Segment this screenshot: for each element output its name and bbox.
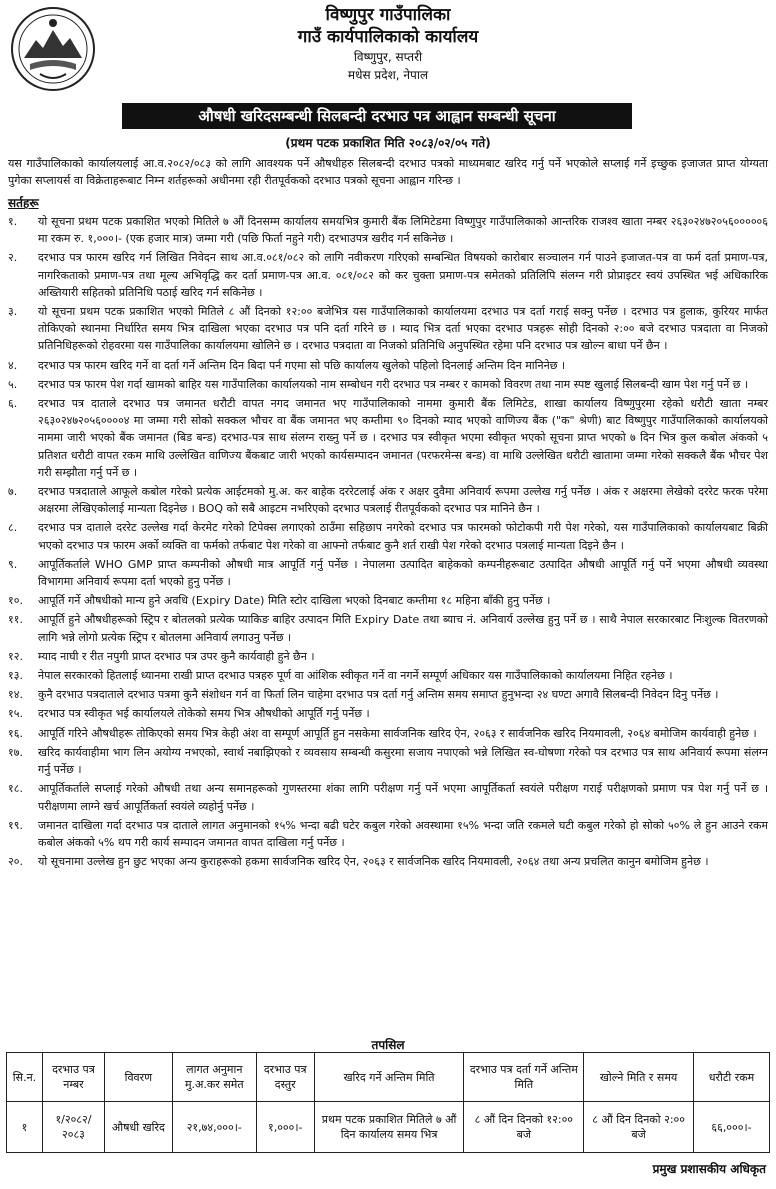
condition-text: दरभाउ पत्र दाताले दररेट उल्लेख गर्दा केरमेट गरेको टिपेक्स लगाएको ठाउँमा सहिछाप नगरेको दरभाउ पत्र फारमको फोटोकपी गरी पेश गरेको, यस गाउँपालिकाको कार्यालयबाट बिक्री भएको दरभाउ पत्र फारम अर्को व्यक्ति वा फर्मको तर्फबाट पेश गरेको वा आफ्नो तर्फबाट कुनै शर्त राखी पेश गरेको दरभाउ पत्रलाई मान्यता दिइने छैन । <box>38 521 768 552</box>
condition-item <box>8 667 768 684</box>
condition-text: म्याद नाघी र रीत नपुगी प्राप्त दरभाउ पत्र उपर कुनै कार्यवाही हुने छैन । <box>38 649 315 663</box>
condition-text: दरभाउ पत्रदाताले आफूले कबोल गरेको प्रत्येक आईटमको मु.अ. कर बाहेक दररेटलाई अंक र अक्षर दुवैमा अनिवार्य रूपमा उल्लेख गर्नु पर्नेछ । अंक र अक्षरमा लेखेको दररेट फरक परेमा अक्षरमा लेखिएकोलाई मान्यता दिइनेछ । BOQ को सबै आइटम नभरिएको दरभाउ पत्रलाई रीतपूर्वकको दरभाउ पत्र मानिने छैन । <box>38 485 768 516</box>
condition-text: दरभाउ पत्र फारम खरिद गर्न लिखित निवेदन साथ आ.व.०८१/०८२ को लागि नवीकरण गरिएको सम्बन्धित विषयको कारोबार सञ्चालन गर्न पाउने इजाजत-पत्र वा फर्म दर्ता प्रमाण-पत्र, नागरिकताको प्रमाण-पत्र तथा मूल्य अभिवृद्धि कर दर्ता प्रमाण-पत्र आ.व. ०८१/०८२ को कर चुक्ता प्रमाण-पत्र समेतको प्रतिलिपि संलग्न गरी प्रोप्राइटर स्वयं उपस्थित भई अधिकारिक अख्तियारी सहितको प्रतिनिधि पठाई खरिद गर्न सकिनेछ । <box>38 251 768 299</box>
condition-item <box>8 519 768 553</box>
table-cell: १/२०८२/ २०८३ <box>42 1102 104 1153</box>
condition-number: ८. <box>8 521 18 535</box>
condition-number: १. <box>8 215 18 228</box>
condition-item <box>8 686 768 703</box>
condition-item <box>8 213 768 247</box>
condition-number: ४. <box>8 358 18 372</box>
condition-text: आपूर्तिकर्ताले सप्लाई गरेको औषधी तथा अन्य समानहरूको गुणस्तरमा शंका लागि परीक्षण गर्नु पर्ने भएमा आपूर्तिकर्ता स्वयंले परीक्षण गराई परीक्षणको प्रमाण पत्र पेश गर्नु पर्ने छ । परीक्षणमा लाग्ने खर्च आपूर्तिकर्ता स्वयंले व्यहोर्नु पर्नेछ । <box>38 782 768 813</box>
condition-text: नेपाल सरकारको हितलाई ध्यानमा राखी प्राप्त दरभाउ पत्रहरु पूर्ण वा आंशिक स्वीकृत गर्ने वा नगर्ने सम्पूर्ण अधिकार यस गाउँपालिकाको कार्यालयमा निहित रहनेछ । <box>38 669 673 683</box>
condition-item <box>8 648 768 665</box>
condition-item <box>8 725 768 742</box>
header-cell: खरिद गर्ने अन्तिम मिति <box>314 1053 464 1102</box>
table-header-row <box>7 1053 770 1102</box>
condition-item <box>8 611 768 645</box>
office-name: गाउँ कार्यपालिकाको कार्यालय <box>297 27 479 47</box>
condition-number: १०. <box>8 594 23 608</box>
address-line: विष्णुपुर, सप्तरी <box>353 50 423 64</box>
notice-title: औषधी खरिदसम्बन्धी सिलबन्दी दरभाउ पत्र आह्वान सम्बन्धी सूचना <box>122 103 632 129</box>
condition-text: आपूर्तिकर्ताले WHO GMP प्राप्त कम्पनीको औषधी मात्र आपूर्ति गर्नु पर्नेछ । नेपालमा उत्पादित बाहेकको कम्पनीहरूबाट उत्पादित औषधी आपूर्ति गर्नु पर्ने भएमा औषधी व्यवस्था विभागमा अनिवार्य रूपमा दर्ता भएको हुनु पर्नेछ । <box>38 557 768 589</box>
table-cell: १ <box>7 1102 43 1153</box>
condition-number: २०. <box>8 855 23 869</box>
table-cell: ८ औं दिन दिनको २:०० बजे <box>584 1102 694 1153</box>
table-cell: प्रथम पटक प्रकाशित मितिले ७ औं दिन कार्यालय समय भित्र <box>314 1102 464 1153</box>
condition-item <box>8 744 768 778</box>
condition-item <box>8 780 768 814</box>
conditions-list <box>8 213 768 872</box>
condition-item <box>8 376 768 393</box>
publish-date-line: (प्रथम पटक प्रकाशित मिति २०८३/०२/०५ गते) <box>285 136 491 150</box>
header-cell: खोल्ने मिति र समय <box>584 1053 694 1102</box>
condition-number: ७. <box>8 485 18 499</box>
header-cell: दरभाउ पत्र दस्तुर <box>256 1053 314 1102</box>
signature-line: प्रमुख प्रशासकीय अधिकृत <box>652 1162 766 1176</box>
header-cell: सि.न. <box>7 1053 43 1102</box>
province-line: मधेस प्रदेश, नेपाल <box>347 68 429 82</box>
municipality-name: विष्णुपुर गाउँपालिका <box>325 5 451 25</box>
condition-text: दरभाउ पत्र दाताले दरभाउ पत्र जमानत धरौटी वापत नगद जमानत भए गाउँपालिकाको नाममा कुमारी बैंक लिमिटेड, शाखा कार्यालय विष्णुपुरमा रहेको धरौटी खाता नम्बर २६३०२४७२०५६००००४ मा जम्मा गरी सोको सक्कल भौचर वा बैंक जमानत भए कम्तीमा ९० दिनको म्याद भएको वाणिज्य बैंक ("क" श्रेणी) बाट विष्णुपुर गाउँपालिकाको कार्यालयको नाममा जारी भएको बैंक जमानत (बिड बन्ड) दरभाउ-पत्र साथ संलग्न राख्नु पर्ने छ । दरभाउ पत्र स्वीकृत भएमा स्वीकृत भएको सूचना प्राप्त भएको ७ दिन भित्र कुल कबोल अंकको ५ प्रतिशत धरौटी वापत रकम माथि उल्लेखित वाणिज्य बैंकबाट जारी भएको कार्यसम्पादन जमानत (परफरमेन्स बन्ड) वा माथि उल्लेखित धरौटी खातामा जम्मा गरेको सक्कलै बैंक भौचर पेश गरी सम्झौता गर्नु पर्ने छ । <box>38 397 768 479</box>
header-cell: दरभाउ पत्र दर्ता गर्ने अन्तिम मिति <box>464 1053 584 1102</box>
intro-paragraph: यस गाउँपालिकाको कार्यालयलाई आ.व.२०८२/०८३ को लागि आवश्यक पर्ने औषधीहरु सिलबन्दी दरभाउ पत्रको माध्यमबाट खरिद गर्नु पर्ने भएकोले सप्लाई गर्ने इच्छुक इजाजत प्राप्त योग्यता पुगेका सप्लायर्स वा विक्रेताहरूबाट निम्न शर्तहरूको अधीनमा रही रीतपूर्वकको दरभाउ पत्रको सूचना आह्वान गरिन्छ । <box>8 157 768 187</box>
header-cell: विवरण <box>104 1053 172 1102</box>
condition-text: खरिद कार्यवाहीमा भाग लिन अयोग्य नभएको, स्वार्थ नबाझिएको र व्यवसाय सम्बन्धी कसुरमा सजाय नपाएको भन्ने लिखित स्व-घोषणा गरेको पत्र दरभाउ पत्र साथ अनिवार्य रूपमा संलग्न गर्नु पर्नेछ । <box>38 745 768 777</box>
table-row <box>7 1102 770 1153</box>
condition-number: ११. <box>8 613 23 627</box>
condition-item <box>8 817 768 851</box>
condition-text: आपूर्ति गरिने औषधीहरू तोकिएको समय भित्र केही अंश वा सम्पूर्ण आपूर्ति हुन नसकेमा सार्वजनिक खरिद ऐन, २०६३ र सार्वजनिक खरिद नियमावली, २०६४ बमोजिम कार्यवाही हुनेछ । <box>38 726 757 740</box>
condition-number: ५. <box>8 377 18 391</box>
condition-number: १३. <box>8 669 23 683</box>
condition-number: १६. <box>8 726 23 740</box>
condition-item <box>8 853 768 870</box>
table-cell: २१,७४,०००।- <box>172 1102 256 1153</box>
condition-number: १७. <box>8 745 23 759</box>
table-cell: ८ औं दिन दिनको १२:०० बजे <box>464 1102 584 1153</box>
conditions-heading: सर्तहरू <box>8 196 39 210</box>
header-cell: दरभाउ पत्र नम्बर <box>42 1053 104 1102</box>
condition-item <box>8 249 768 301</box>
condition-number: ६. <box>8 397 18 411</box>
condition-item <box>8 303 768 355</box>
condition-number: १८. <box>8 782 23 796</box>
condition-item <box>8 395 768 481</box>
condition-text: यो सूचना प्रथम पटक प्रकाशित भएको मितिले ७ औं दिनसम्म कार्यालय समयभित्र कुमारी बैंक लिमिटेडमा विष्णुपुर गाउँपालिकाको आन्तरिक राजश्व खाता नम्बर २६३०२४७२०५६०००००६ मा रकम रु. १,०००।- (एक हजार मात्र) जम्मा गरी (पछि फिर्ता नहुने गरी) दरभाउपत्र खरीद गर्न सकिनेछ । <box>38 215 768 246</box>
table-cell: १,०००।- <box>256 1102 314 1153</box>
condition-number: ३. <box>8 305 18 319</box>
condition-number: १९. <box>8 818 23 832</box>
condition-text: यो सूचना प्रथम पटक प्रकाशित भएको मितिले ८ औं दिनको १२:०० बजेभित्र यस गाउँपालिकाको कार्यालयमा दरभाउ पत्र दर्ता गराई सक्नु पर्नेछ । दरभाउ पत्र हुलाक, कुरियर मार्फत तोकिएको स्थानमा निर्धारित समय भित्र दाखिला भएका दरभाउ पत्र पनि दर्ता गरिने छ । म्याद भित्र दर्ता भएका दरभाउ पत्रहरू सोही दिनको २:०० बजे दरभाउ पत्रदाता वा निजको प्रतिनिधिहरूको रोहवरमा यस गाउँपालिका कार्यालयमा खोलिने छ । दरभाउ पत्रदाता वा निजको प्रतिनिधि अनुपस्थित रहेमा पनि दरभाउ पत्र खोल्न बाधा पर्ने छैन । <box>38 305 768 353</box>
condition-item <box>8 357 768 374</box>
condition-text: दरभाउ पत्र फारम पेश गर्दा खामको बाहिर यस गाउँपालिका कार्यालयको नाम सम्बोधन गरी दरभाउ पत्र नम्बर र कामको विवरण तथा नाम स्पष्ट खुलाई सिलबन्दी खाम पेश गर्नु पर्ने छ । <box>38 377 749 391</box>
condition-text: आपूर्ति गर्ने औषधीको मान्य हुने अवधि (Expiry Date) मिति स्टोर दाखिला भएको दिनबाट कम्तीमा १८ महिना बाँकी हुनु पर्नेछ । <box>38 594 551 608</box>
condition-number: १२. <box>8 649 23 663</box>
condition-item <box>8 556 768 590</box>
condition-number: १५. <box>8 707 23 721</box>
condition-number: १४. <box>8 688 23 702</box>
table-cell: औषधी खरिद <box>104 1102 172 1153</box>
condition-text: आपूर्ति हुने औषधीहरूको स्ट्रिप र बोतलको प्रत्येक प्याकिङ बाहिर उत्पादन मिति Expiry Date तथा ब्याच नं. अनिवार्य उल्लेख हुनु पर्ने छ । साथै नेपाल सरकारबाट निःशुल्क वितरणको लागि भन्ने लोगो प्रत्येक स्ट्रिप र बोतलमा अनिवार्य लगाउनु पर्नेछ । <box>38 613 768 644</box>
condition-item <box>8 483 768 517</box>
condition-text: यो सूचनामा उल्लेख हुन छुट भएका अन्य कुराहरूको हकमा सार्वजनिक खरिद ऐन, २०६३ र सार्वजनिक खरिद नियमावली, २०६४ तथा अन्य प्रचलित कानुन बमोजिम हुनेछ । <box>38 855 709 869</box>
header-cell: धरौटी रकम <box>694 1053 770 1102</box>
table-cell: ६६,०००।- <box>694 1102 770 1153</box>
condition-item <box>8 592 768 609</box>
condition-number: २. <box>8 251 18 265</box>
condition-number: ९. <box>8 557 18 571</box>
details-table <box>6 1052 770 1153</box>
header-text <box>0 4 776 84</box>
condition-text: दरभाउ पत्र स्वीकृत भई कार्यालयले तोकेको समय भित्र औषधीको आपूर्ति गर्नु पर्नेछ । <box>38 707 370 721</box>
header <box>0 0 776 100</box>
header-cell: लागत अनुमान मु.अ.कर समेत <box>172 1053 256 1102</box>
table-heading: तपसिल <box>371 1038 405 1052</box>
condition-text: जमानत दाखिला गर्दा दरभाउ पत्र दाताले लागत अनुमानको १५% भन्दा बढी घटेर कबुल गरेको अवस्थामा १५% भन्दा जति रकमले घटी कबुल गरेको हो सोको ५०% ले हुन आउने रकम कबोल अंकको ५% थप गरी कार्य सम्पादन जमानत वापत दाखिला गर्नु पर्नेछ । <box>38 818 768 849</box>
condition-item <box>8 705 768 722</box>
condition-text: कुनै दरभाउ पत्रदाताले दरभाउ पत्रमा कुनै संशोधन गर्न वा फिर्ता लिन चाहेमा दरभाउ पत्र दर्ता गर्नु अन्तिम समय समाप्त हुनुभन्दा २४ घण्टा अगावै सिलबन्दी निवेदन दिनु पर्नेछ । <box>38 688 719 702</box>
condition-text: दरभाउ पत्र फारम खरिद गर्ने वा दर्ता गर्ने अन्तिम दिन बिदा पर्न गएमा सो पछि कार्यालय खुलेको पहिलो दिनलाई अन्तिम दिन मानिनेछ । <box>38 358 566 372</box>
